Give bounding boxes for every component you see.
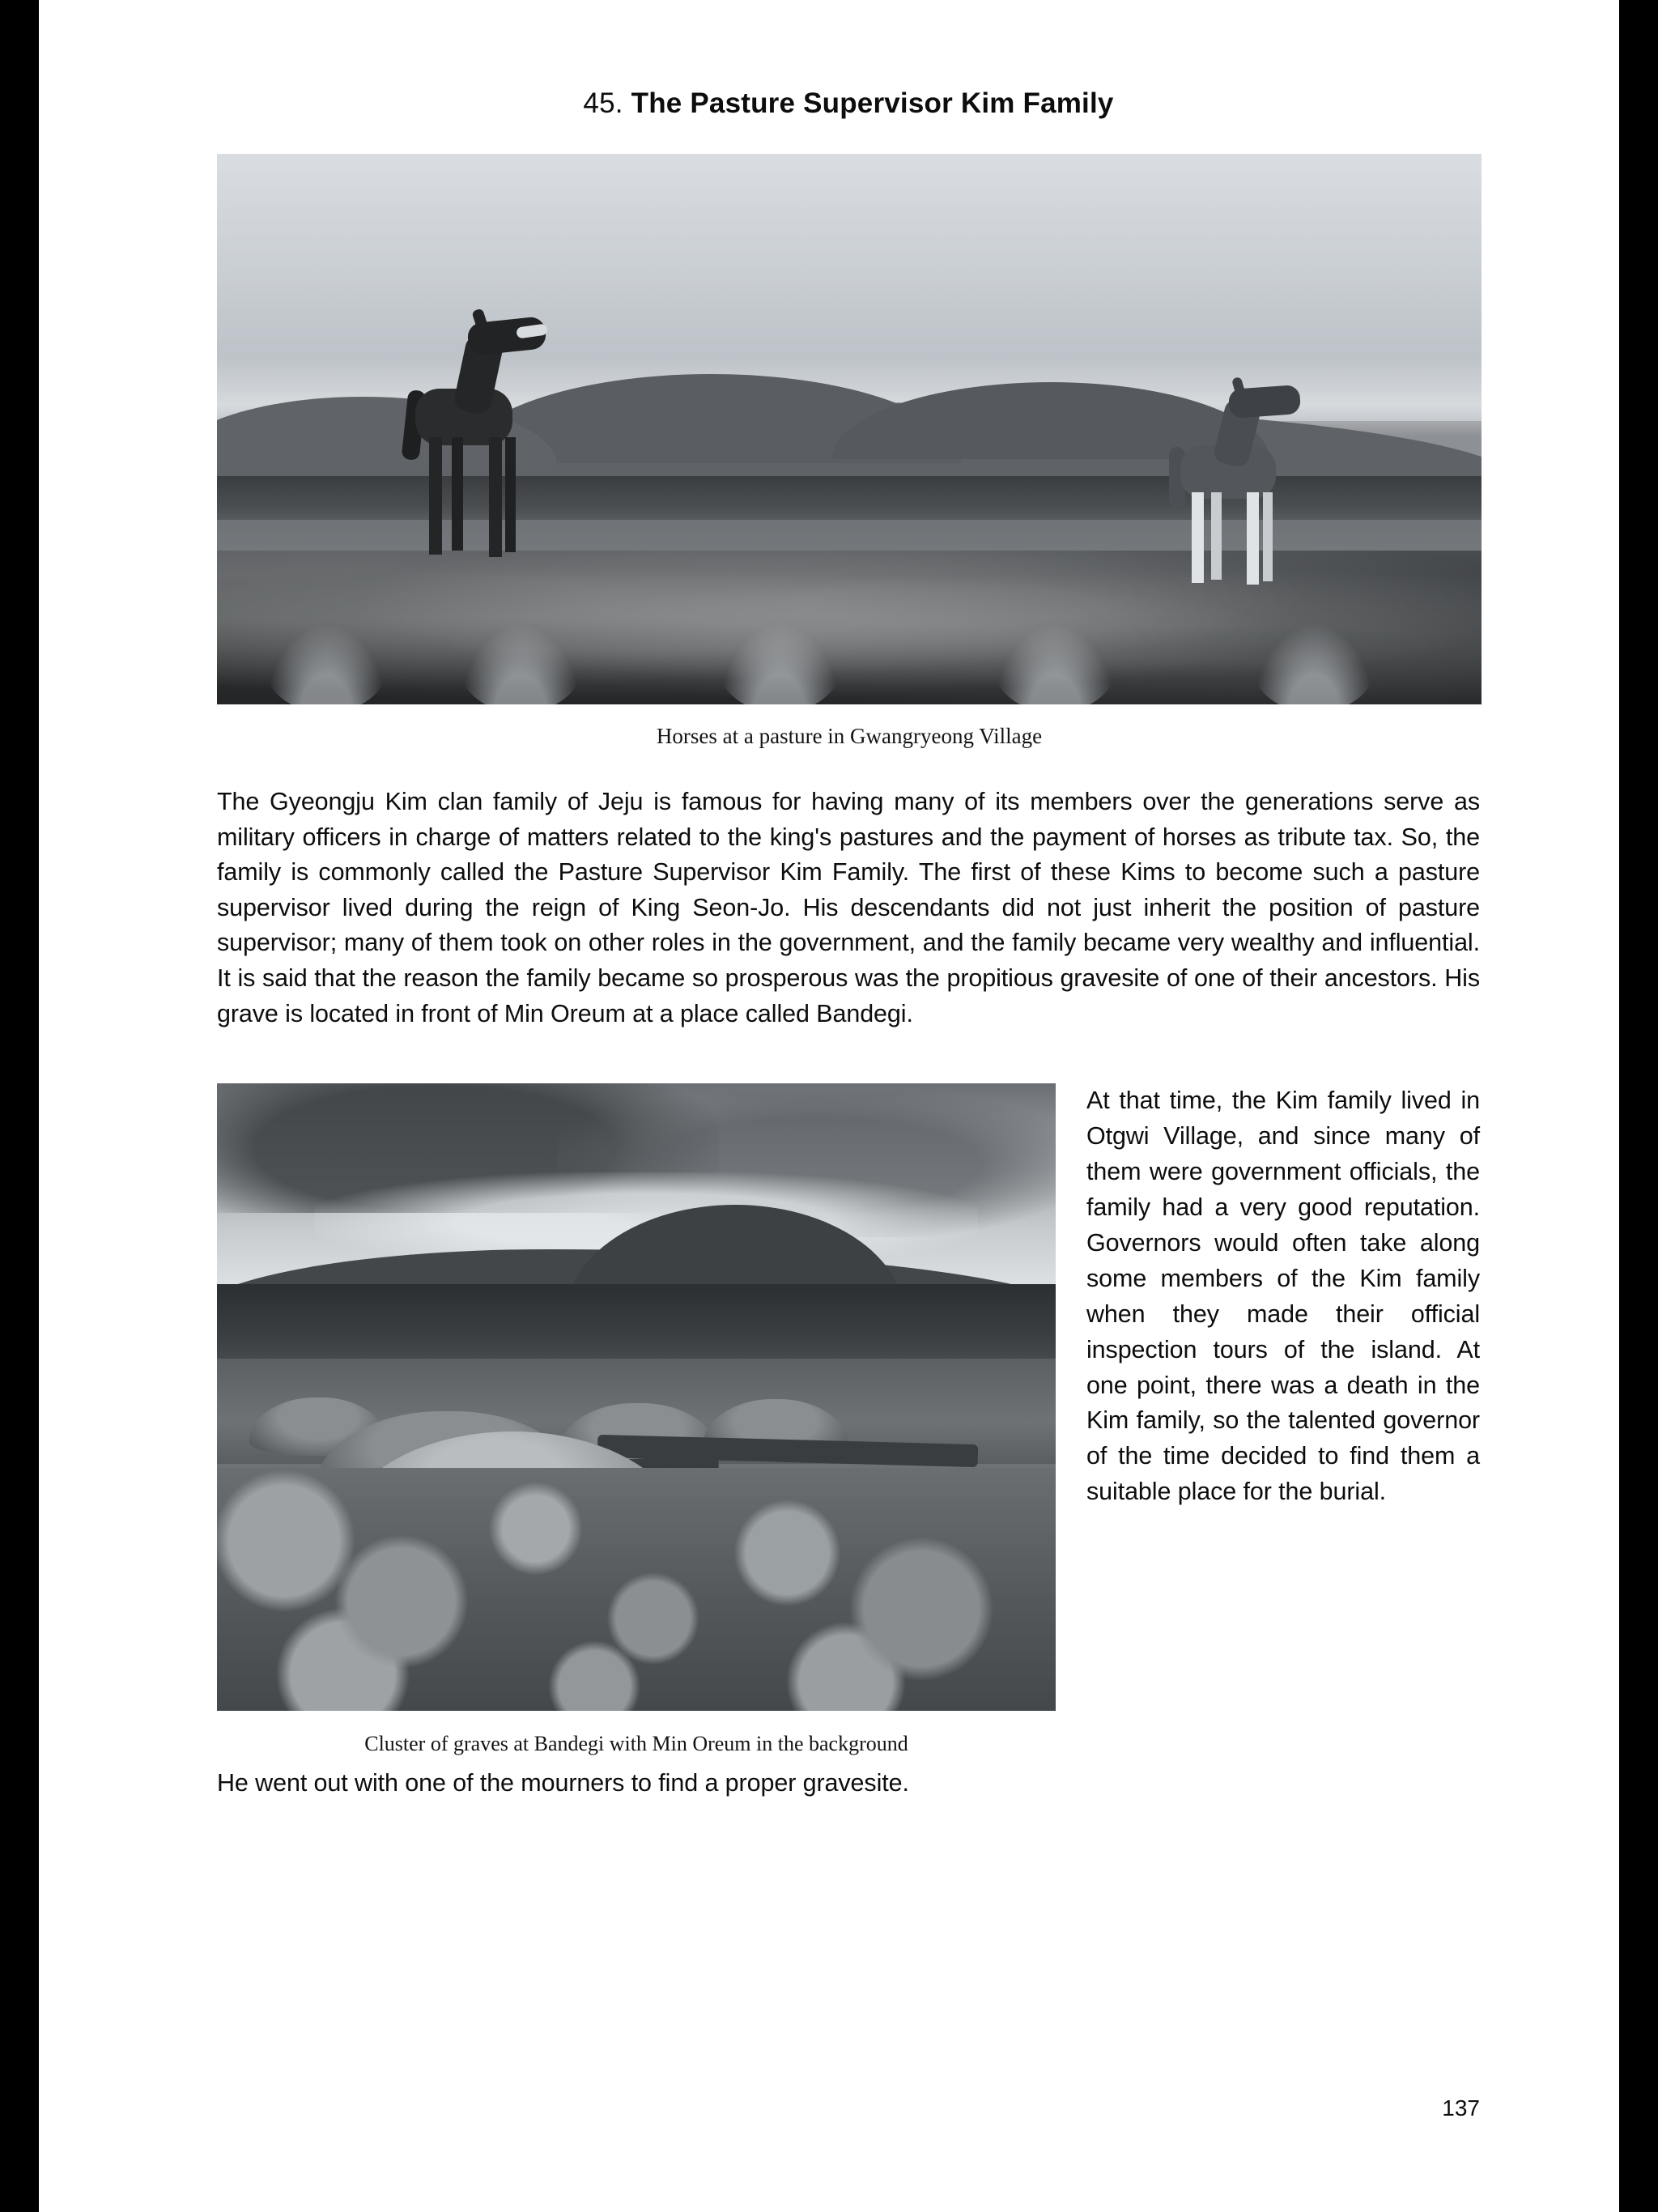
document-page — [39, 0, 1619, 2212]
fern-clump — [266, 623, 387, 704]
lower-section — [217, 1083, 1480, 1756]
horse-right-leg — [1192, 492, 1204, 583]
figure-graves-bandegi — [217, 1083, 1056, 1756]
horse-right-leg — [1247, 492, 1259, 585]
fern-clump — [460, 623, 581, 704]
fern-clump — [1253, 623, 1375, 704]
fern-clump — [719, 623, 840, 704]
page-title — [217, 87, 1480, 120]
section-title: The Pasture Supervisor Kim Family — [631, 87, 1114, 119]
figure-caption: Cluster of graves at Bandegi with Min Oreum in the background — [364, 1732, 908, 1756]
page-content — [217, 87, 1480, 1826]
page-number: 137 — [1442, 2095, 1480, 2121]
section-number: 45. — [583, 87, 623, 119]
fern-clump — [994, 623, 1116, 704]
foreground-rocks — [217, 1468, 1056, 1711]
tree-line — [217, 476, 1482, 525]
horse-left-leg — [489, 437, 502, 557]
horse-left-leg — [505, 437, 516, 552]
paragraph-intro: The Gyeongju Kim clan family of Jeju is famous for having many of its members over the generations serve as military officers in charge of matters related to the king's pastures and the payment of horses as tribute tax. So, the family is commonly called the Pasture Supervisor Kim Family. The first of these Kims to become such a pasture supervisor lived during the reign of King Seon-Jo. His descendants did not just inherit the position of pasture supervisor; many of them took on other roles in the government, and the family became very wealthy and influential. It is said that the reason the family became so prosperous was the propitious gravesite of one of their ancestors. His grave is located in front of Min Oreum at a place called Bandegi. — [217, 788, 1480, 1027]
horse-left-leg — [452, 437, 463, 551]
figure-horses-pasture — [217, 154, 1482, 749]
horse-right-leg — [1211, 492, 1222, 580]
tree-line — [217, 1284, 1056, 1369]
paragraph-column: At that time, the Kim family lived in Otgwi Village, and since many of them were government officials, the family had a very good reputation. Governors would often take along some members of the Kim family when they made their official inspection tours of the island. At one point, there was a death in the Kim family, so the talented governor of the time decided to find them a suitable place for the burial. — [1086, 1087, 1480, 1506]
paragraph-tail: He went out with one of the mourners to find a proper gravesite. — [217, 1769, 909, 1797]
photo-horses-pasture — [217, 154, 1482, 704]
horse-left-leg — [429, 437, 442, 555]
figure-caption: Horses at a pasture in Gwangryeong Village — [656, 724, 1043, 748]
photo-graves-bandegi — [217, 1083, 1056, 1711]
horse-right-leg — [1263, 492, 1273, 581]
